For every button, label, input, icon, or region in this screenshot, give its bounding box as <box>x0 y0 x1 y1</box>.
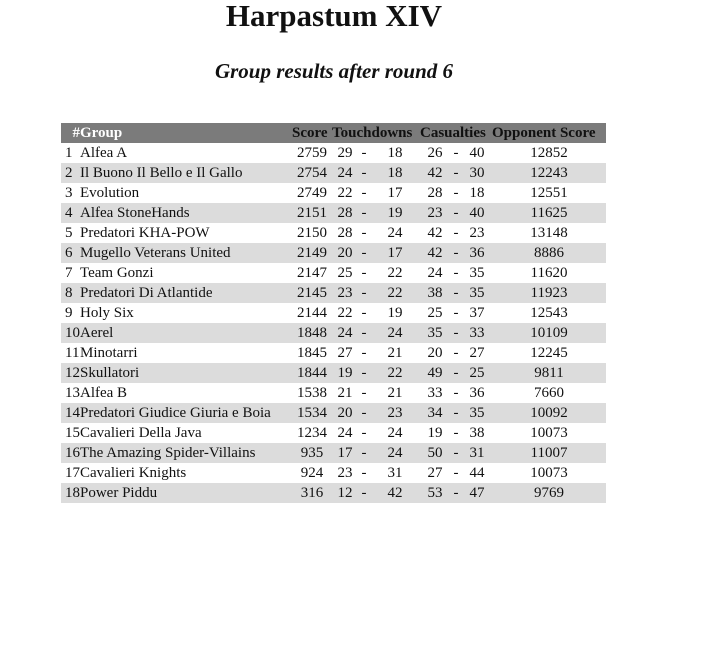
cell-rank: 12 <box>61 363 80 383</box>
cell-opponent-score: 12243 <box>492 163 606 183</box>
cell-opponent-score: 10073 <box>492 463 606 483</box>
cell-casualties-against: 47 <box>462 483 492 503</box>
cell-rank: 14 <box>61 403 80 423</box>
cell-opponent-score: 12551 <box>492 183 606 203</box>
cell-score: 2759 <box>292 143 332 163</box>
cell-touchdowns-against: 24 <box>370 443 420 463</box>
cell-casualties-against: 35 <box>462 263 492 283</box>
cell-team-name: Holy Six <box>80 303 292 323</box>
cell-casualties-separator: - <box>450 403 462 423</box>
cell-score: 2147 <box>292 263 332 283</box>
header-rank: # <box>61 123 80 143</box>
cell-team-name: Alfea StoneHands <box>80 203 292 223</box>
cell-touchdowns-separator: - <box>358 143 370 163</box>
cell-casualties-against: 44 <box>462 463 492 483</box>
results-body <box>61 143 606 503</box>
cell-score: 2149 <box>292 243 332 263</box>
header-casualties: Casualties <box>420 123 492 143</box>
cell-touchdowns-for: 23 <box>332 463 358 483</box>
cell-casualties-separator: - <box>450 263 462 283</box>
cell-team-name: Team Gonzi <box>80 263 292 283</box>
cell-opponent-score: 8886 <box>492 243 606 263</box>
table-row <box>61 303 606 323</box>
cell-touchdowns-for: 20 <box>332 403 358 423</box>
table-row <box>61 323 606 343</box>
page-title: Harpastum XIV <box>225 0 443 33</box>
cell-opponent-score: 12852 <box>492 143 606 163</box>
cell-touchdowns-against: 21 <box>370 383 420 403</box>
cell-touchdowns-for: 21 <box>332 383 358 403</box>
table-row <box>61 223 606 243</box>
cell-team-name: Aerel <box>80 323 292 343</box>
cell-touchdowns-separator: - <box>358 383 370 403</box>
cell-casualties-for: 34 <box>420 403 450 423</box>
cell-casualties-against: 23 <box>462 223 492 243</box>
cell-touchdowns-separator: - <box>358 403 370 423</box>
cell-casualties-for: 42 <box>420 243 450 263</box>
cell-rank: 16 <box>61 443 80 463</box>
cell-casualties-for: 35 <box>420 323 450 343</box>
cell-casualties-against: 40 <box>462 143 492 163</box>
cell-casualties-for: 28 <box>420 183 450 203</box>
table-row <box>61 243 606 263</box>
cell-rank: 11 <box>61 343 80 363</box>
cell-score: 2749 <box>292 183 332 203</box>
cell-touchdowns-against: 42 <box>370 483 420 503</box>
cell-score: 2754 <box>292 163 332 183</box>
cell-casualties-separator: - <box>450 183 462 203</box>
cell-rank: 10 <box>61 323 80 343</box>
cell-rank: 15 <box>61 423 80 443</box>
cell-rank: 1 <box>61 143 80 163</box>
cell-rank: 3 <box>61 183 80 203</box>
cell-opponent-score: 11007 <box>492 443 606 463</box>
cell-score: 2144 <box>292 303 332 323</box>
cell-casualties-for: 23 <box>420 203 450 223</box>
cell-casualties-against: 37 <box>462 303 492 323</box>
cell-touchdowns-against: 18 <box>370 143 420 163</box>
cell-team-name: Minotarri <box>80 343 292 363</box>
cell-opponent-score: 7660 <box>492 383 606 403</box>
table-header-row <box>61 123 606 143</box>
cell-score: 1844 <box>292 363 332 383</box>
cell-casualties-for: 24 <box>420 263 450 283</box>
cell-touchdowns-for: 22 <box>332 183 358 203</box>
cell-casualties-against: 36 <box>462 383 492 403</box>
cell-opponent-score: 12245 <box>492 343 606 363</box>
table-row <box>61 363 606 383</box>
cell-casualties-for: 19 <box>420 423 450 443</box>
cell-touchdowns-against: 24 <box>370 223 420 243</box>
cell-casualties-separator: - <box>450 443 462 463</box>
page-subtitle: Group results after round 6 <box>214 59 454 83</box>
cell-casualties-for: 42 <box>420 163 450 183</box>
cell-touchdowns-against: 17 <box>370 243 420 263</box>
cell-opponent-score: 11620 <box>492 263 606 283</box>
table-row <box>61 143 606 163</box>
cell-casualties-separator: - <box>450 323 462 343</box>
cell-casualties-for: 20 <box>420 343 450 363</box>
cell-casualties-against: 35 <box>462 283 492 303</box>
cell-casualties-for: 33 <box>420 383 450 403</box>
table-row <box>61 463 606 483</box>
cell-opponent-score: 10109 <box>492 323 606 343</box>
cell-casualties-for: 53 <box>420 483 450 503</box>
cell-touchdowns-for: 24 <box>332 163 358 183</box>
cell-touchdowns-against: 17 <box>370 183 420 203</box>
cell-rank: 13 <box>61 383 80 403</box>
cell-casualties-for: 27 <box>420 463 450 483</box>
cell-casualties-separator: - <box>450 343 462 363</box>
cell-touchdowns-for: 27 <box>332 343 358 363</box>
cell-touchdowns-separator: - <box>358 423 370 443</box>
cell-casualties-against: 27 <box>462 343 492 363</box>
cell-score: 2151 <box>292 203 332 223</box>
cell-casualties-separator: - <box>450 223 462 243</box>
cell-casualties-against: 40 <box>462 203 492 223</box>
cell-team-name: The Amazing Spider-Villains <box>80 443 292 463</box>
cell-casualties-separator: - <box>450 363 462 383</box>
cell-team-name: Il Buono Il Bello e Il Gallo <box>80 163 292 183</box>
cell-opponent-score: 12543 <box>492 303 606 323</box>
cell-casualties-separator: - <box>450 163 462 183</box>
cell-casualties-for: 49 <box>420 363 450 383</box>
cell-casualties-against: 18 <box>462 183 492 203</box>
cell-touchdowns-against: 19 <box>370 203 420 223</box>
cell-rank: 9 <box>61 303 80 323</box>
cell-touchdowns-separator: - <box>358 183 370 203</box>
cell-score: 1234 <box>292 423 332 443</box>
cell-touchdowns-separator: - <box>358 343 370 363</box>
table-row <box>61 483 606 503</box>
cell-touchdowns-separator: - <box>358 243 370 263</box>
table-row <box>61 283 606 303</box>
cell-casualties-separator: - <box>450 483 462 503</box>
cell-casualties-against: 35 <box>462 403 492 423</box>
cell-team-name: Predatori KHA-POW <box>80 223 292 243</box>
cell-casualties-separator: - <box>450 423 462 443</box>
cell-opponent-score: 9811 <box>492 363 606 383</box>
cell-casualties-against: 33 <box>462 323 492 343</box>
cell-team-name: Power Piddu <box>80 483 292 503</box>
cell-casualties-for: 38 <box>420 283 450 303</box>
table-row <box>61 263 606 283</box>
cell-team-name: Cavalieri Knights <box>80 463 292 483</box>
cell-touchdowns-for: 28 <box>332 203 358 223</box>
cell-casualties-against: 38 <box>462 423 492 443</box>
cell-rank: 4 <box>61 203 80 223</box>
table-row <box>61 403 606 423</box>
cell-score: 2145 <box>292 283 332 303</box>
cell-casualties-separator: - <box>450 383 462 403</box>
cell-casualties-separator: - <box>450 143 462 163</box>
cell-touchdowns-for: 22 <box>332 303 358 323</box>
cell-score: 1845 <box>292 343 332 363</box>
cell-touchdowns-separator: - <box>358 303 370 323</box>
cell-touchdowns-separator: - <box>358 163 370 183</box>
table-row <box>61 203 606 223</box>
cell-casualties-separator: - <box>450 283 462 303</box>
cell-team-name: Mugello Veterans United <box>80 243 292 263</box>
cell-touchdowns-against: 18 <box>370 163 420 183</box>
cell-casualties-against: 31 <box>462 443 492 463</box>
cell-casualties-against: 36 <box>462 243 492 263</box>
cell-touchdowns-for: 19 <box>332 363 358 383</box>
cell-touchdowns-for: 12 <box>332 483 358 503</box>
cell-touchdowns-against: 24 <box>370 423 420 443</box>
cell-casualties-for: 26 <box>420 143 450 163</box>
cell-casualties-separator: - <box>450 243 462 263</box>
cell-opponent-score: 11923 <box>492 283 606 303</box>
cell-touchdowns-against: 22 <box>370 363 420 383</box>
cell-touchdowns-for: 23 <box>332 283 358 303</box>
cell-casualties-separator: - <box>450 203 462 223</box>
cell-casualties-separator: - <box>450 463 462 483</box>
cell-casualties-separator: - <box>450 303 462 323</box>
cell-touchdowns-against: 22 <box>370 283 420 303</box>
cell-rank: 7 <box>61 263 80 283</box>
results-table <box>61 123 606 503</box>
cell-rank: 17 <box>61 463 80 483</box>
table-row <box>61 163 606 183</box>
cell-touchdowns-separator: - <box>358 203 370 223</box>
header-opponent-score: Opponent Score <box>492 123 606 143</box>
cell-score: 1538 <box>292 383 332 403</box>
cell-touchdowns-separator: - <box>358 263 370 283</box>
table-row <box>61 343 606 363</box>
cell-touchdowns-against: 22 <box>370 263 420 283</box>
cell-touchdowns-separator: - <box>358 443 370 463</box>
cell-touchdowns-for: 17 <box>332 443 358 463</box>
cell-touchdowns-separator: - <box>358 483 370 503</box>
cell-rank: 18 <box>61 483 80 503</box>
cell-touchdowns-for: 20 <box>332 243 358 263</box>
cell-touchdowns-against: 21 <box>370 343 420 363</box>
cell-opponent-score: 9769 <box>492 483 606 503</box>
cell-touchdowns-separator: - <box>358 363 370 383</box>
cell-rank: 5 <box>61 223 80 243</box>
cell-opponent-score: 10092 <box>492 403 606 423</box>
cell-score: 2150 <box>292 223 332 243</box>
cell-touchdowns-for: 29 <box>332 143 358 163</box>
header-group: Group <box>80 123 292 143</box>
header-touchdowns: Touchdowns <box>332 123 420 143</box>
cell-touchdowns-for: 24 <box>332 323 358 343</box>
cell-casualties-against: 30 <box>462 163 492 183</box>
table-row <box>61 443 606 463</box>
cell-casualties-against: 25 <box>462 363 492 383</box>
cell-touchdowns-separator: - <box>358 323 370 343</box>
cell-touchdowns-against: 31 <box>370 463 420 483</box>
cell-rank: 2 <box>61 163 80 183</box>
cell-team-name: Alfea A <box>80 143 292 163</box>
cell-touchdowns-separator: - <box>358 283 370 303</box>
cell-score: 316 <box>292 483 332 503</box>
cell-touchdowns-separator: - <box>358 223 370 243</box>
cell-touchdowns-separator: - <box>358 463 370 483</box>
cell-score: 924 <box>292 463 332 483</box>
table-row <box>61 423 606 443</box>
cell-team-name: Skullatori <box>80 363 292 383</box>
cell-opponent-score: 10073 <box>492 423 606 443</box>
table-row <box>61 383 606 403</box>
cell-touchdowns-against: 19 <box>370 303 420 323</box>
cell-team-name: Alfea B <box>80 383 292 403</box>
cell-score: 1848 <box>292 323 332 343</box>
cell-score: 935 <box>292 443 332 463</box>
cell-casualties-for: 50 <box>420 443 450 463</box>
cell-score: 1534 <box>292 403 332 423</box>
cell-touchdowns-for: 24 <box>332 423 358 443</box>
cell-team-name: Predatori Di Atlantide <box>80 283 292 303</box>
cell-touchdowns-against: 24 <box>370 323 420 343</box>
cell-casualties-for: 25 <box>420 303 450 323</box>
cell-touchdowns-for: 25 <box>332 263 358 283</box>
header-score: Score <box>292 123 332 143</box>
table-row <box>61 183 606 203</box>
cell-rank: 8 <box>61 283 80 303</box>
cell-casualties-for: 42 <box>420 223 450 243</box>
cell-opponent-score: 11625 <box>492 203 606 223</box>
cell-opponent-score: 13148 <box>492 223 606 243</box>
cell-touchdowns-against: 23 <box>370 403 420 423</box>
cell-team-name: Predatori Giudice Giuria e Boia <box>80 403 292 423</box>
cell-team-name: Evolution <box>80 183 292 203</box>
cell-rank: 6 <box>61 243 80 263</box>
cell-team-name: Cavalieri Della Java <box>80 423 292 443</box>
cell-touchdowns-for: 28 <box>332 223 358 243</box>
